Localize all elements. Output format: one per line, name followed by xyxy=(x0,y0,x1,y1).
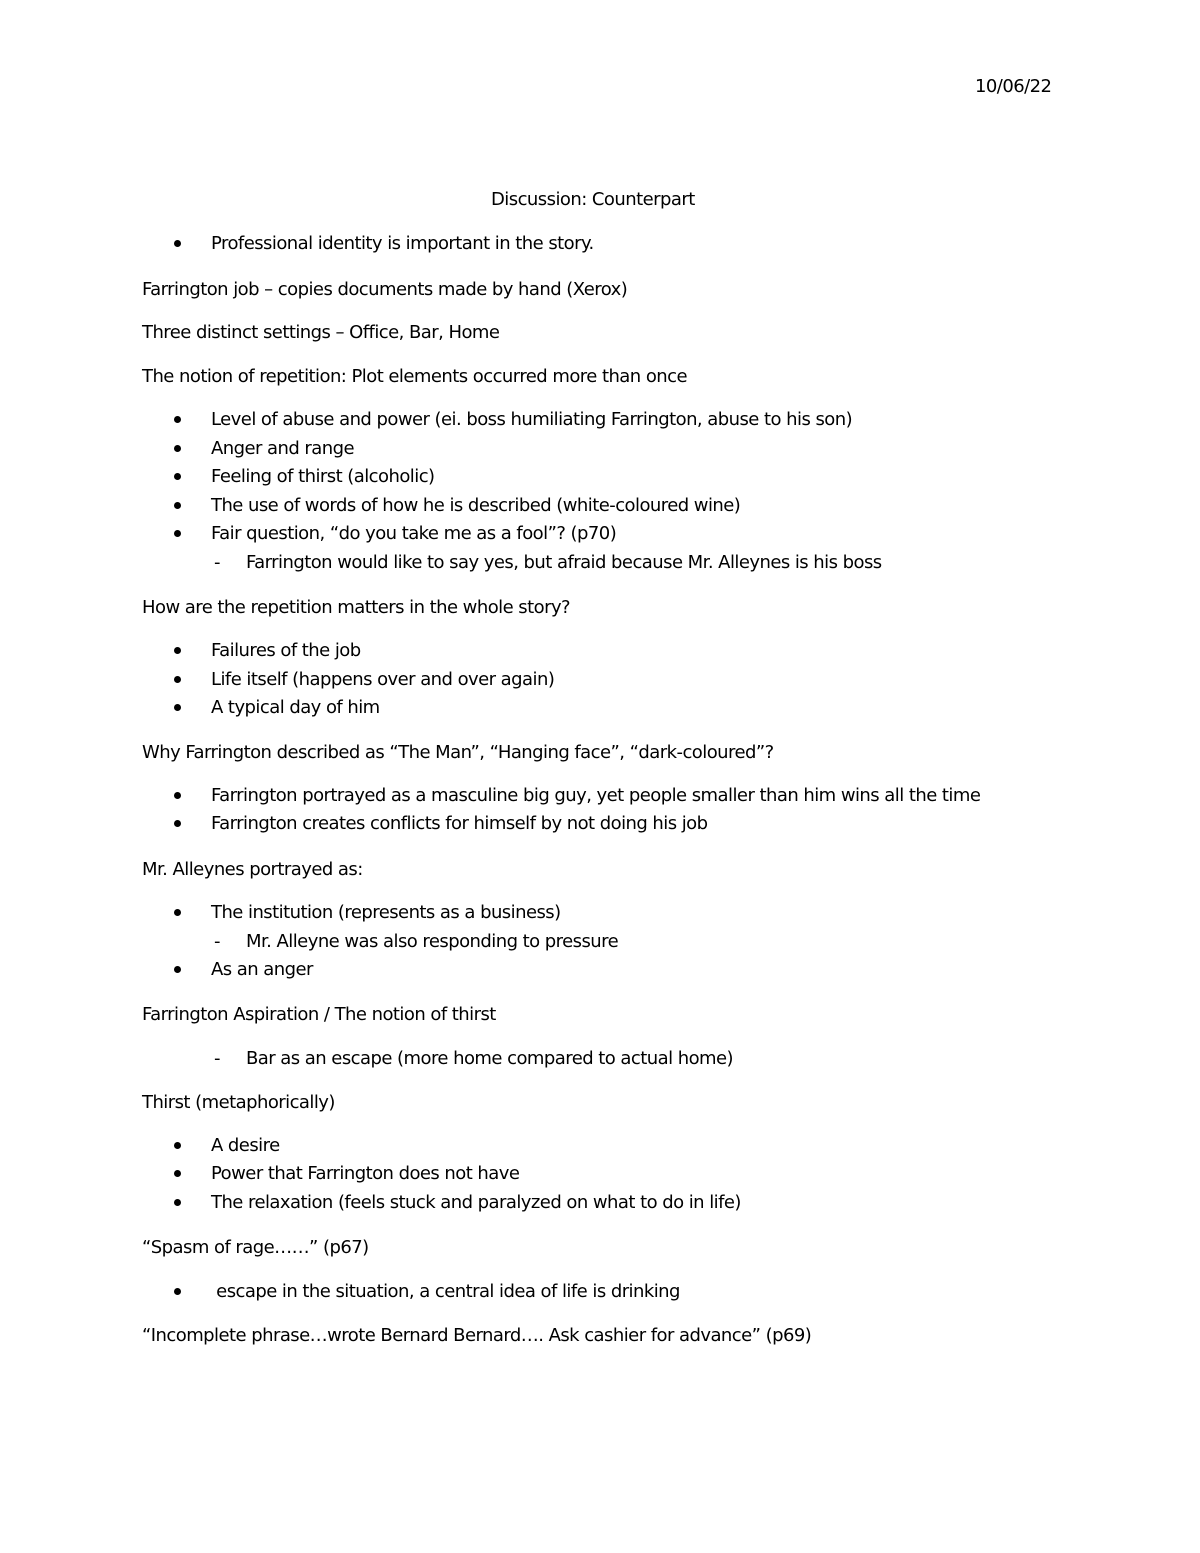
bullet-icon xyxy=(174,1142,181,1149)
page-title: Discussion: Counterpart xyxy=(491,189,695,210)
paragraph: Why Farrington described as “The Man”, “Hanging face”, “dark-coloured”? xyxy=(142,742,774,763)
bullet-icon xyxy=(174,966,181,973)
dash-text: Bar as an escape (more home compared to actual home) xyxy=(246,1048,734,1069)
bullet-text: Farrington portrayed as a masculine big guy, yet people smaller than him wins all the time xyxy=(211,785,981,806)
bullet-icon xyxy=(174,1288,181,1295)
bullet-icon xyxy=(174,1170,181,1177)
bullet-text: Farrington creates conflicts for himself by not doing his job xyxy=(211,813,708,834)
dash-marker: - xyxy=(214,552,221,573)
paragraph: How are the repetition matters in the whole story? xyxy=(142,597,571,618)
bullet-icon xyxy=(174,792,181,799)
bullet-text: escape in the situation, a central idea of life is drinking xyxy=(211,1281,680,1302)
paragraph: “Incomplete phrase…wrote Bernard Bernard…. Ask cashier for advance” (p69) xyxy=(142,1325,812,1346)
bullet-icon xyxy=(174,530,181,537)
bullet-text: The institution (represents as a business) xyxy=(211,902,561,923)
bullet-icon xyxy=(174,820,181,827)
bullet-text: Anger and range xyxy=(211,438,355,459)
bullet-icon xyxy=(174,502,181,509)
bullet-text: Level of abuse and power (ei. boss humiliating Farrington, abuse to his son) xyxy=(211,409,853,430)
bullet-text: A typical day of him xyxy=(211,697,380,718)
bullet-text: Life itself (happens over and over again) xyxy=(211,669,555,690)
dash-marker: - xyxy=(214,1048,221,1069)
bullet-icon xyxy=(174,445,181,452)
paragraph: Mr. Alleynes portrayed as: xyxy=(142,859,363,880)
bullet-icon xyxy=(174,1199,181,1206)
dash-text: Mr. Alleyne was also responding to pressure xyxy=(246,931,619,952)
paragraph: Three distinct settings – Office, Bar, Home xyxy=(142,322,500,343)
bullet-text: The relaxation (feels stuck and paralyzed on what to do in life) xyxy=(211,1192,741,1213)
bullet-text: Fair question, “do you take me as a fool”? (p70) xyxy=(211,523,617,544)
bullet-text: Failures of the job xyxy=(211,640,361,661)
paragraph: “Spasm of rage……” (p67) xyxy=(142,1237,369,1258)
bullet-icon xyxy=(174,240,181,247)
bullet-text: As an anger xyxy=(211,959,313,980)
bullet-text: Feeling of thirst (alcoholic) xyxy=(211,466,435,487)
paragraph: Farrington job – copies documents made by hand (Xerox) xyxy=(142,279,628,300)
bullet-icon xyxy=(174,416,181,423)
bullet-text: The use of words of how he is described (white-coloured wine) xyxy=(211,495,741,516)
bullet-icon xyxy=(174,704,181,711)
date: 10/06/22 xyxy=(975,76,1052,97)
bullet-text: Professional identity is important in the story. xyxy=(211,233,594,254)
dash-text: Farrington would like to say yes, but afraid because Mr. Alleynes is his boss xyxy=(246,552,882,573)
bullet-icon xyxy=(174,473,181,480)
bullet-icon xyxy=(174,909,181,916)
bullet-text: Power that Farrington does not have xyxy=(211,1163,520,1184)
paragraph: The notion of repetition: Plot elements occurred more than once xyxy=(142,366,688,387)
paragraph: Thirst (metaphorically) xyxy=(142,1092,335,1113)
dash-marker: - xyxy=(214,931,221,952)
paragraph: Farrington Aspiration / The notion of thirst xyxy=(142,1004,496,1025)
bullet-icon xyxy=(174,676,181,683)
bullet-icon xyxy=(174,647,181,654)
bullet-text: A desire xyxy=(211,1135,280,1156)
